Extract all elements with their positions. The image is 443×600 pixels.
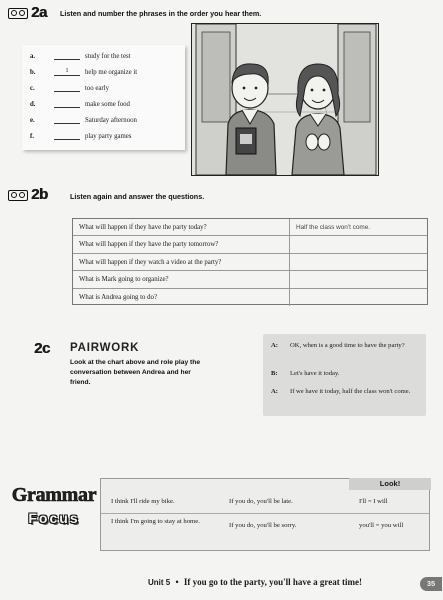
footer-title: If you go to the party, you'll have a great time! (183, 577, 362, 587)
dialog-line: If we have it today, half the class won't come. (290, 388, 411, 395)
grammar-focus-badge (6, 484, 102, 536)
unit-label: Unit 5 (148, 578, 171, 587)
section-2b-number: 2b (31, 186, 48, 203)
answer-cell[interactable] (289, 254, 429, 270)
look-header (349, 478, 431, 490)
answer-cell[interactable] (289, 236, 429, 252)
answer-cell[interactable] (289, 271, 429, 287)
grammar-cell: I think I'm going to stay at home. (111, 518, 200, 525)
grammar-cell: you'll = you will (359, 522, 404, 529)
pairwork-instruction: Look at the chart above and role play the conversation between Andrea and her friend. (70, 359, 201, 386)
cassette-icon (8, 8, 28, 19)
speaker-label: A: (271, 388, 278, 395)
dialog-line: Let's have it today. (290, 370, 340, 377)
answer-blank[interactable] (54, 115, 80, 124)
look-label: Look! (379, 479, 401, 488)
question-cell: What will happen if they have the party today? (79, 224, 207, 231)
grammar-focus-box (100, 478, 430, 551)
question-cell: What will happen if they watch a video at the party? (79, 258, 222, 266)
dialog-box (263, 334, 426, 416)
answer-blank[interactable] (54, 83, 80, 92)
answer-cell[interactable]: Half the class won't come. (289, 219, 429, 235)
speaker-label: B: (271, 370, 278, 377)
section-2c-number: 2c (34, 340, 50, 357)
footer-bullet: • (175, 577, 179, 587)
grammar-cell: If you do, you'll be late. (229, 498, 293, 505)
grammar-divider (101, 513, 429, 514)
answer-blank[interactable] (54, 131, 80, 140)
question-cell: What is Andrea going to do? (79, 293, 157, 301)
section-2a-number: 2a (31, 4, 47, 21)
focus-word: Focus (28, 510, 80, 526)
table-row (73, 219, 427, 236)
answer-cell[interactable] (289, 289, 429, 306)
answer-blank[interactable] (54, 51, 80, 60)
table-row (73, 271, 427, 288)
footer (148, 577, 443, 589)
cassette-icon (8, 190, 28, 201)
grammar-cell: I'll = I will (359, 498, 388, 505)
table-row (73, 236, 427, 253)
students-illustration (191, 23, 379, 176)
grammar-cell: If you do, you'll be sorry. (229, 522, 297, 529)
page-number: 35 (420, 577, 442, 591)
grammar-word: Grammar (11, 484, 97, 506)
section-2a-instruction: Listen and number the phrases in the order you hear them. (60, 9, 262, 18)
pairwork-title: PAIRWORK (70, 342, 140, 354)
boy-figure (226, 64, 276, 175)
speaker-label: A: (271, 342, 278, 349)
table-row (73, 289, 427, 306)
question-cell: What will happen if they have the party tomorrow? (79, 241, 219, 249)
students-drawing (192, 24, 378, 175)
answer-blank[interactable]: 1 (54, 67, 80, 76)
dialog-line: OK, when is a good time to have the party? (290, 342, 405, 349)
answer-blank[interactable] (54, 99, 80, 108)
section-2b-instruction: Listen again and answer the questions. (70, 192, 205, 201)
grammar-cell: I think I'll ride my bike. (111, 498, 175, 505)
table-row (73, 254, 427, 271)
question-cell: What is Mark going to organize? (79, 276, 169, 284)
phrase-list: a. study for the test b. 1 help me organize it c. too early d. make some food e. Saturday afternoon f. play party games (22, 45, 185, 150)
questions-table (72, 218, 428, 305)
